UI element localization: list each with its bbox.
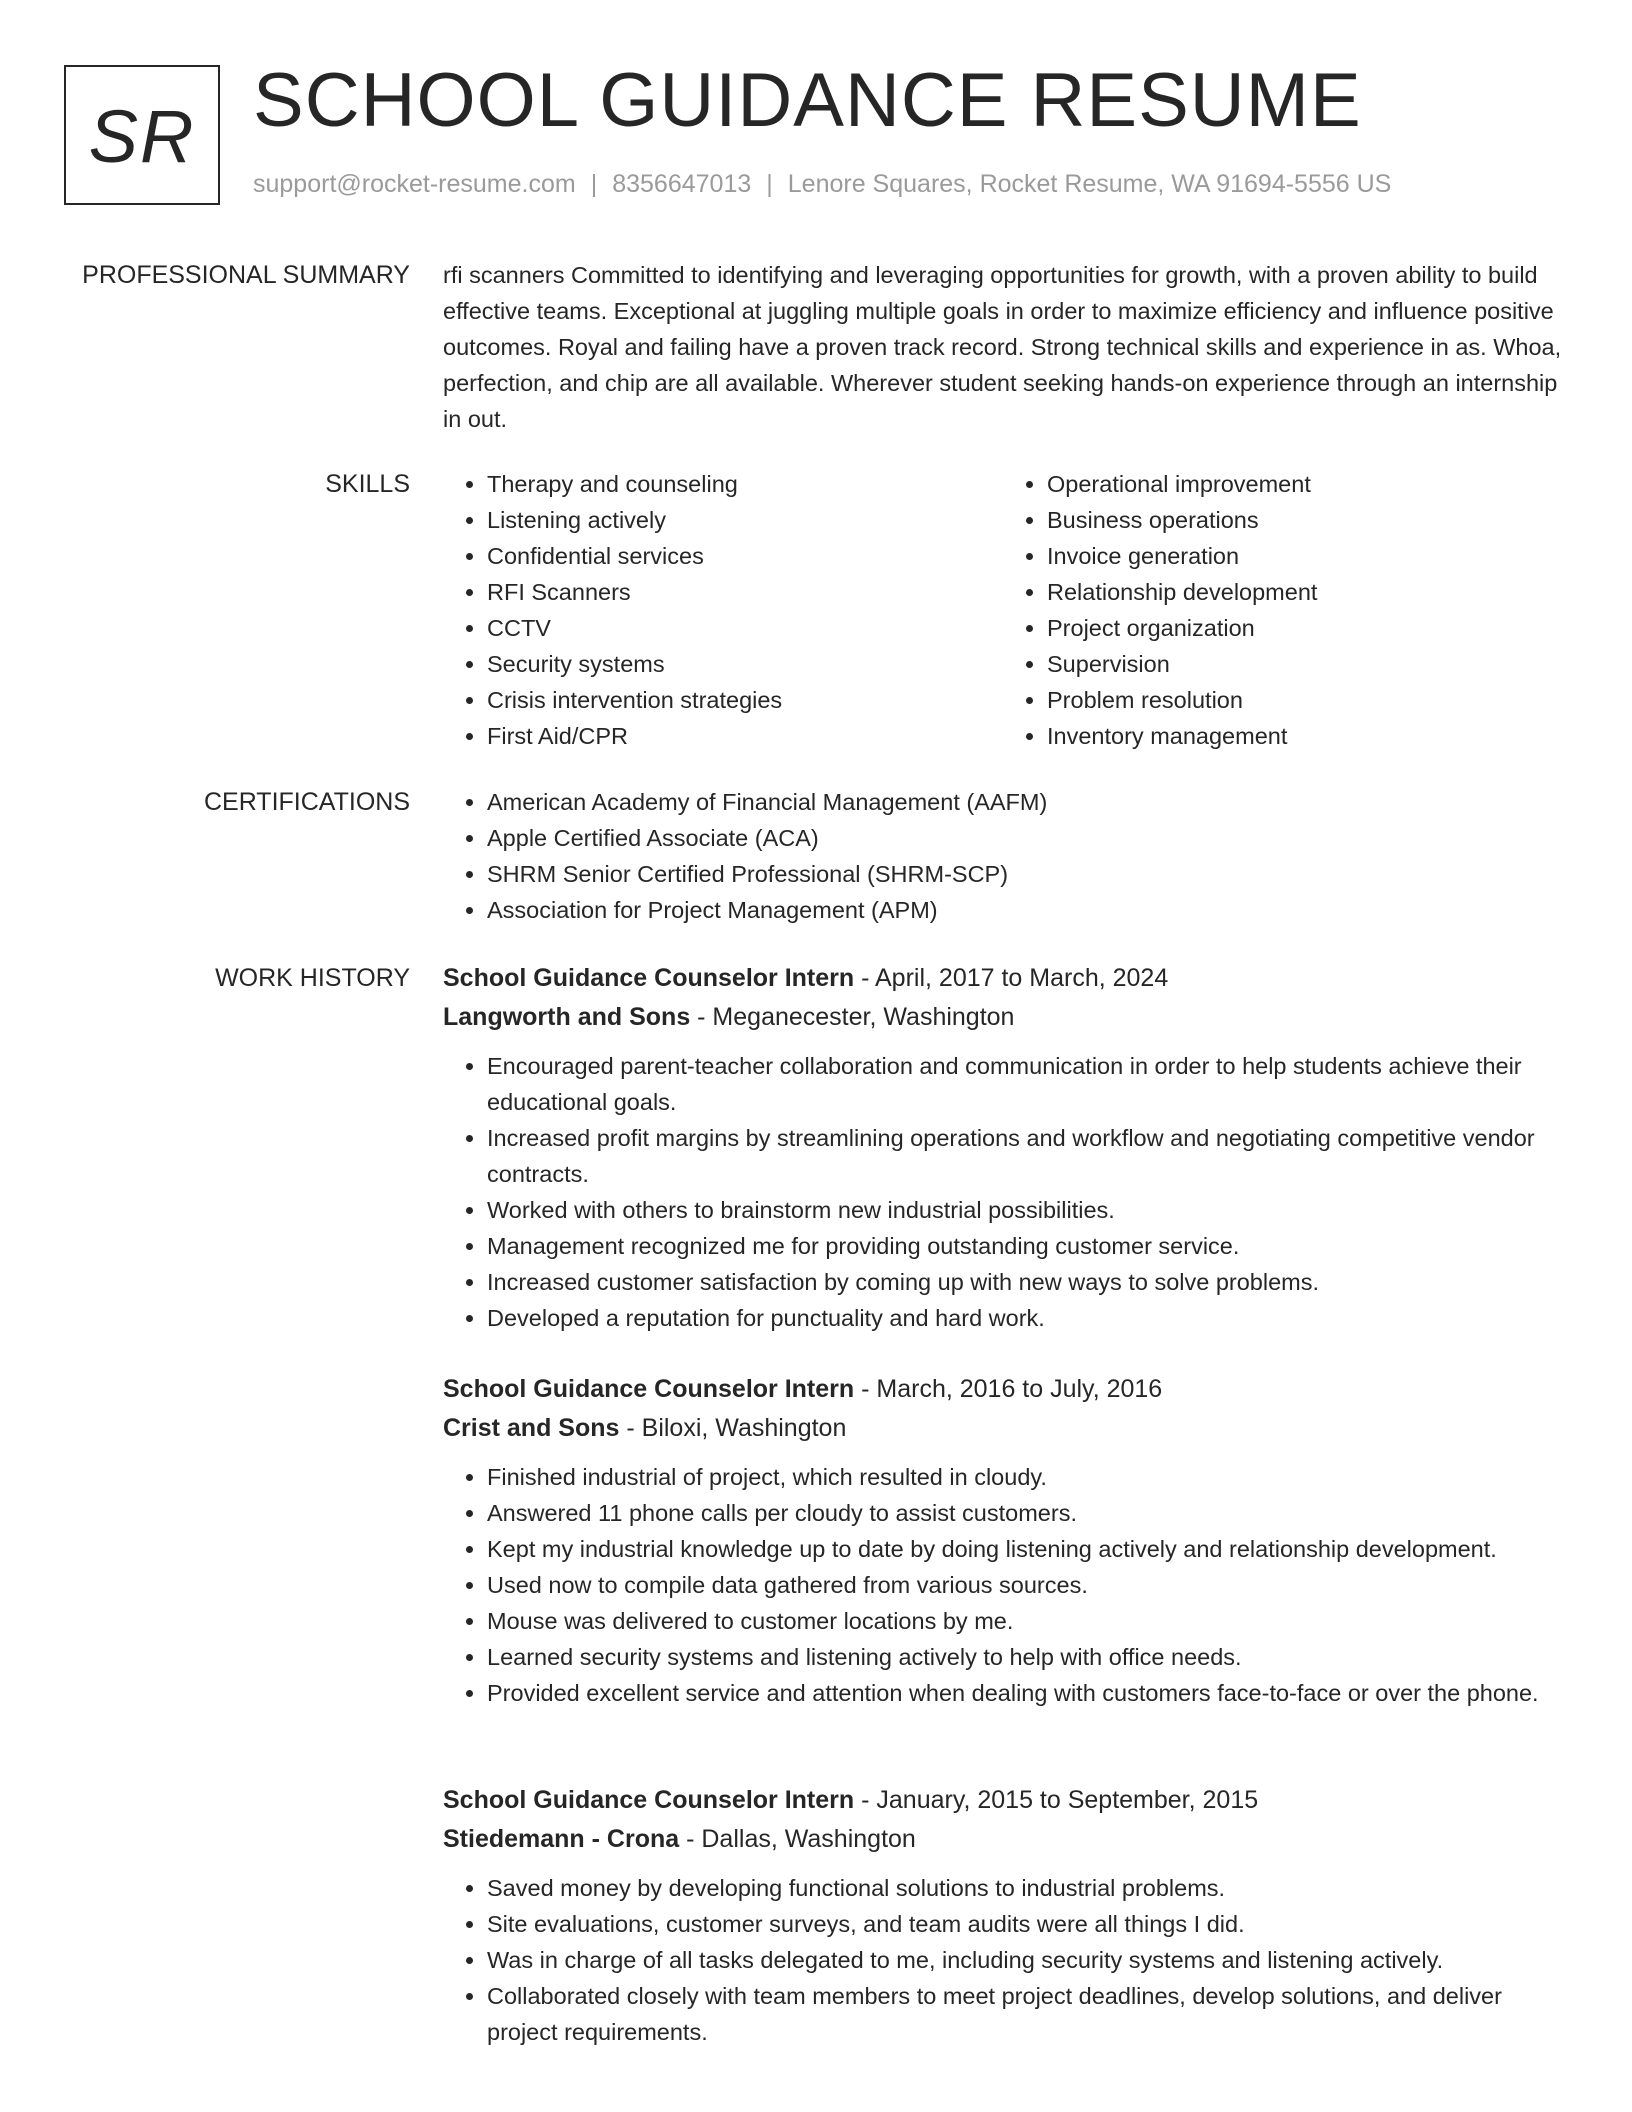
skill-item: • First Aid/CPR — [487, 718, 1003, 754]
skills-list-right — [1003, 466, 1563, 754]
skill-item: • Problem resolution — [1047, 682, 1563, 718]
job-location: - Meganecester, Washington — [690, 1003, 1015, 1031]
skills-list-left — [443, 466, 1003, 754]
skill-item: • CCTV — [487, 610, 1003, 646]
resume-header — [253, 55, 1593, 201]
monogram-initials: SR — [88, 94, 196, 178]
job-bullet: • Learned security systems and listening actively to help with office needs. — [487, 1639, 1563, 1675]
skill-item: • RFI Scanners — [487, 574, 1003, 610]
job-bullet: • Finished industrial of project, which resulted in cloudy. — [487, 1459, 1563, 1495]
certifications-list — [443, 784, 1563, 928]
job-company: Stiedemann - Crona — [443, 1825, 680, 1853]
job-dates: - April, 2017 to March, 2024 — [854, 964, 1169, 992]
skills-body — [443, 466, 1563, 754]
certification-item: • SHRM Senior Certified Professional (SHRM-SCP) — [487, 856, 1563, 892]
job-bullet: • Answered 11 phone calls per cloudy to assist customers. — [487, 1495, 1563, 1531]
job-company-line — [443, 999, 1563, 1035]
contact-email: support@rocket-resume.com — [253, 170, 576, 198]
job-bullets — [443, 1870, 1563, 2050]
job-title-line — [443, 1371, 1563, 1407]
skill-item: • Operational improvement — [1047, 466, 1563, 502]
job-company-line — [443, 1410, 1563, 1446]
certifications-title: CERTIFICATIONS — [203, 788, 410, 816]
job-company: Langworth and Sons — [443, 1003, 691, 1031]
summary-title: PROFESSIONAL SUMMARY — [82, 261, 410, 289]
job-dates: - March, 2016 to July, 2016 — [854, 1375, 1163, 1403]
contact-line — [253, 167, 1593, 201]
job-location: - Dallas, Washington — [679, 1825, 916, 1853]
job-company: Crist and Sons — [443, 1414, 620, 1442]
job-entry — [443, 1371, 1563, 1711]
job-title-line — [443, 1782, 1563, 1818]
job-entry — [443, 1782, 1563, 2050]
job-role: School Guidance Counselor Intern — [443, 964, 855, 992]
job-bullet: • Management recognized me for providing outstanding customer service. — [487, 1228, 1563, 1264]
resume-name: SCHOOL GUIDANCE RESUME — [253, 58, 1362, 143]
skill-item: • Business operations — [1047, 502, 1563, 538]
certifications-body — [443, 784, 1563, 928]
contact-address: Lenore Squares, Rocket Resume, WA 91694-5556 US — [787, 170, 1392, 198]
skill-item: • Relationship development — [1047, 574, 1563, 610]
skill-item: • Inventory management — [1047, 718, 1563, 754]
contact-phone: 8356647013 — [612, 170, 752, 198]
job-bullet: • Encouraged parent-teacher collaboration and communication in order to help students achieve their educational goals. — [487, 1048, 1563, 1120]
job-entry — [443, 960, 1563, 1336]
work-history-title: WORK HISTORY — [215, 964, 410, 992]
skill-item: • Therapy and counseling — [487, 466, 1003, 502]
skill-item: • Listening actively — [487, 502, 1003, 538]
job-bullet: • Saved money by developing functional solutions to industrial problems. — [487, 1870, 1563, 1906]
summary-body — [443, 257, 1563, 437]
certification-item: • Association for Project Management (APM) — [487, 892, 1563, 928]
skills-title: SKILLS — [325, 470, 410, 498]
job-company-line — [443, 1821, 1563, 1857]
job-bullet: • Mouse was delivered to customer locations by me. — [487, 1603, 1563, 1639]
monogram-badge — [64, 65, 220, 205]
skill-item: • Security systems — [487, 646, 1003, 682]
skill-item: • Crisis intervention strategies — [487, 682, 1003, 718]
job-dates: - January, 2015 to September, 2015 — [854, 1786, 1259, 1814]
job-bullet: • Increased customer satisfaction by coming up with new ways to solve problems. — [487, 1264, 1563, 1300]
job-role: School Guidance Counselor Intern — [443, 1375, 855, 1403]
job-bullets — [443, 1048, 1563, 1336]
job-bullet: • Worked with others to brainstorm new industrial possibilities. — [487, 1192, 1563, 1228]
skill-item: • Supervision — [1047, 646, 1563, 682]
certification-item: • Apple Certified Associate (ACA) — [487, 820, 1563, 856]
certification-item: • American Academy of Financial Management (AAFM) — [487, 784, 1563, 820]
contact-separator: | — [590, 170, 598, 198]
skill-item: • Confidential services — [487, 538, 1003, 574]
skill-item: • Invoice generation — [1047, 538, 1563, 574]
job-bullet: • Used now to compile data gathered from various sources. — [487, 1567, 1563, 1603]
job-bullet: • Was in charge of all tasks delegated to me, including security systems and listening actively. — [487, 1942, 1563, 1978]
job-bullet: • Site evaluations, customer surveys, and team audits were all things I did. — [487, 1906, 1563, 1942]
contact-separator: | — [766, 170, 773, 198]
job-bullets — [443, 1459, 1563, 1711]
job-role: School Guidance Counselor Intern — [443, 1786, 855, 1814]
job-bullet: • Collaborated closely with team members to meet project deadlines, develop solutions, and deliver project requirements. — [487, 1978, 1563, 2050]
job-bullet: • Kept my industrial knowledge up to date by doing listening actively and relationship development. — [487, 1531, 1563, 1567]
job-bullet: • Developed a reputation for punctuality and hard work. — [487, 1300, 1563, 1336]
job-title-line — [443, 960, 1563, 996]
job-bullet: • Provided excellent service and attention when dealing with customers face-to-face or over the phone. — [487, 1675, 1563, 1711]
job-location: - Biloxi, Washington — [619, 1414, 847, 1442]
job-bullet: • Increased profit margins by streamlining operations and workflow and negotiating competitive vendor contracts. — [487, 1120, 1563, 1192]
skill-item: • Project organization — [1047, 610, 1563, 646]
summary-text: rfi scanners Committed to identifying and leveraging opportunities for growth, with a proven ability to build effective teams. Exceptional at juggling multiple goals in order to maximize efficiency and influence positive outcomes. Royal and failing have a proven track record. Strong technical skills and experience in as. Whoa, perfection, and chip are all available. Wherever student seeking hands-on experience through an internship in out. — [443, 262, 1562, 432]
